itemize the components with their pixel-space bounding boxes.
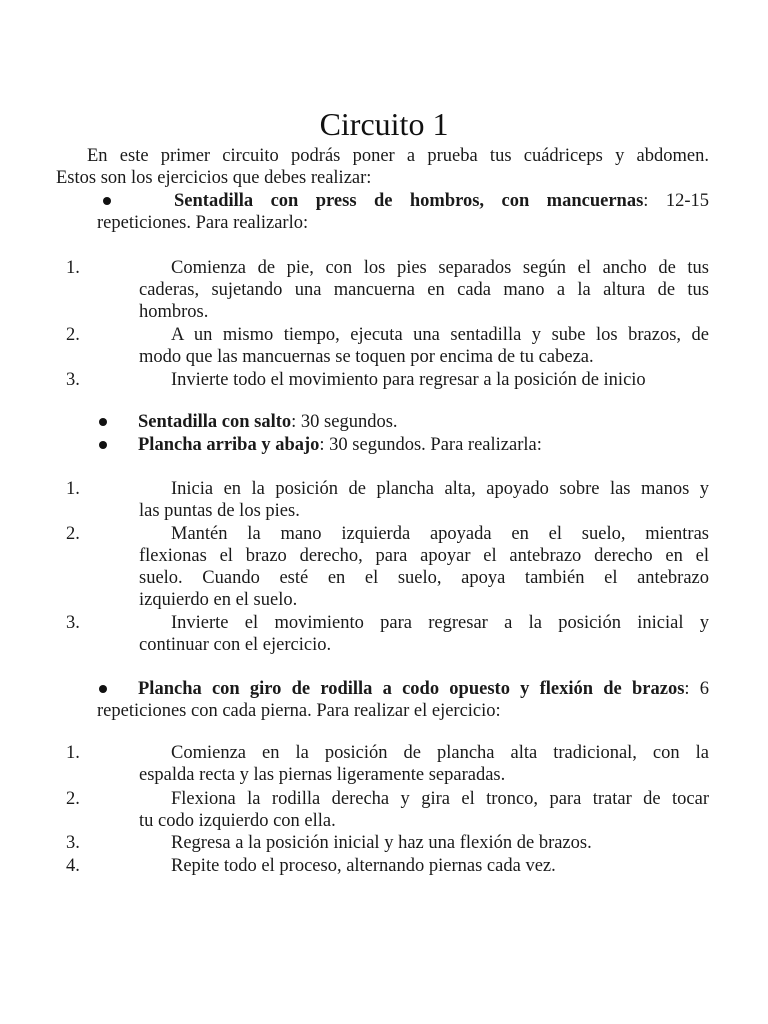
- step-line: suelo. Cuando esté en el suelo, apoya también el antebrazo: [139, 568, 709, 588]
- step-line: hombros.: [139, 302, 209, 322]
- step-line: Repite todo el proceso, alternando piernas cada vez.: [171, 856, 556, 876]
- step-number: 1.: [66, 258, 80, 278]
- step-line: A un mismo tiempo, ejecuta una sentadilla y sube los brazos, de: [171, 325, 709, 345]
- exercise-heading: [174, 190, 709, 212]
- step-line: continuar con el ejercicio.: [139, 635, 332, 655]
- step-number: 3.: [66, 613, 80, 633]
- step-line: espalda recta y las piernas ligeramente separadas.: [139, 765, 506, 785]
- step-line: izquierdo en el suelo.: [139, 590, 298, 610]
- exercise-detail: : 6: [684, 679, 709, 699]
- exercise-name: Plancha arriba y abajo: [138, 435, 320, 455]
- exercise-detail: : 30 segundos. Para realizarla:: [319, 435, 542, 455]
- step-line: caderas, sujetando una mancuerna en cada mano a la altura de tus: [139, 280, 709, 300]
- step-number: 2.: [66, 524, 80, 544]
- step-line: Comienza de pie, con los pies separados según el ancho de tus: [171, 258, 709, 278]
- exercise-heading: [138, 434, 542, 456]
- step-line: Comienza en la posición de plancha alta tradicional, con la: [171, 743, 709, 763]
- step-line: tu codo izquierdo con ella.: [139, 811, 336, 831]
- exercise-detail-line: repeticiones. Para realizarlo:: [97, 213, 309, 233]
- exercise-detail-line: repeticiones con cada pierna. Para realizar el ejercicio:: [97, 701, 501, 721]
- bullet-icon: [99, 685, 107, 693]
- intro-line: Estos son los ejercicios que debes realizar:: [56, 168, 372, 188]
- exercise-heading: [138, 678, 709, 700]
- step-line: las puntas de los pies.: [139, 501, 300, 521]
- exercise-heading: [138, 411, 398, 433]
- bullet-icon: [99, 418, 107, 426]
- bullet-icon: [99, 441, 107, 449]
- step-line: flexionas el brazo derecho, para apoyar el antebrazo derecho en el: [139, 546, 709, 566]
- step-number: 1.: [66, 743, 80, 763]
- exercise-name: Sentadilla con press de hombros, con mancuernas: [174, 191, 644, 211]
- page-title: Circuito 1: [319, 106, 449, 142]
- intro-line: En este primer circuito podrás poner a prueba tus cuádriceps y abdomen.: [87, 146, 709, 166]
- step-number: 4.: [66, 856, 80, 876]
- step-line: Flexiona la rodilla derecha y gira el tronco, para tratar de tocar: [171, 789, 709, 809]
- bullet-icon: [103, 197, 111, 205]
- step-line: modo que las mancuernas se toquen por encima de tu cabeza.: [139, 347, 594, 367]
- step-line: Invierte todo el movimiento para regresar a la posición de inicio: [171, 370, 646, 390]
- exercise-detail: : 30 segundos.: [291, 412, 398, 432]
- exercise-name: Plancha con giro de rodilla a codo opuesto y flexión de brazos: [138, 679, 685, 699]
- step-line: Invierte el movimiento para regresar a la posición inicial y: [171, 613, 709, 633]
- exercise-detail: : 12-15: [643, 191, 709, 211]
- exercise-name: Sentadilla con salto: [138, 412, 292, 432]
- step-line: Mantén la mano izquierda apoyada en el suelo, mientras: [171, 524, 709, 544]
- step-number: 3.: [66, 833, 80, 853]
- step-line: Regresa a la posición inicial y haz una flexión de brazos.: [171, 833, 592, 853]
- step-number: 3.: [66, 370, 80, 390]
- step-number: 2.: [66, 325, 80, 345]
- step-line: Inicia en la posición de plancha alta, apoyado sobre las manos y: [171, 479, 709, 499]
- step-number: 1.: [66, 479, 80, 499]
- step-number: 2.: [66, 789, 80, 809]
